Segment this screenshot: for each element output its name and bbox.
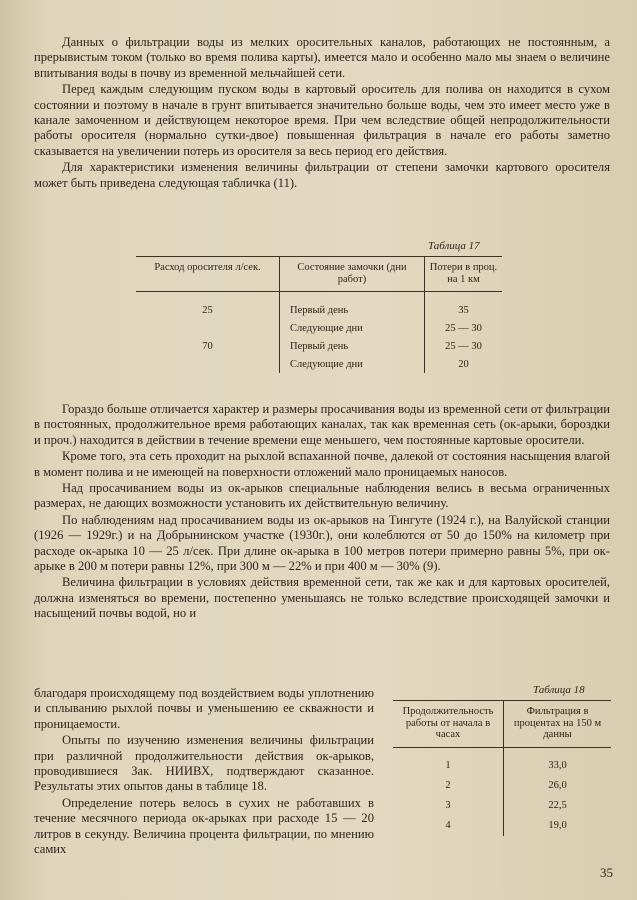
paragraph: Для характеристики изменения величины фильтрации от степени замочки картового оросителя может быть приведена следующая табличка (11).: [34, 160, 610, 190]
table-17-caption: Таблица 17: [428, 240, 480, 252]
table-cell: 26,0: [548, 780, 567, 791]
paragraph: Кроме того, эта сеть проходит на рыхлой вспаханной почве, далекой от состояния насыщения влагой в момент полива и не имеющей на поверхности отложений мало проницаемых наносов.: [34, 449, 610, 479]
paragraph: Над просачиванием воды из ок-арыков специальные наблюдения велись в весьма ограниченных размерах, не дающих возможности установить их действительную величину.: [34, 481, 610, 511]
table-header-cell: Потери в проц. на 1 км: [425, 257, 503, 292]
table-cell: 25 — 30: [445, 340, 482, 352]
table-17: [136, 256, 502, 373]
table-cell: 25: [202, 304, 213, 316]
table-row: [136, 292, 502, 320]
table-cell: 70: [202, 340, 213, 352]
text-block-middle: [34, 402, 610, 623]
paragraph: Гораздо больше отличается характер и размеры просачивания воды из временной сети от фильтрации в постоянных, продолжительное время работающих каналах, так как временная сеть (ок-арыки, бороздки и проч.) находится в действии в течение времени еще меньшего, чем постоянные картовые оросители.: [34, 402, 610, 447]
table-header-row: [136, 257, 502, 292]
table-header-cell: Продолжительность работы от начала в часах: [393, 701, 504, 748]
paragraph: Опыты по изучению изменения величины фильтрации при различной продолжительности действия ок-арыков, проводившиеся Зак. НИИВХ, подтверждают сказанное. Результаты этих опытов даны в таблице 18.: [34, 733, 374, 794]
table-row: [393, 816, 611, 836]
table-header-cell: Фильтрация в процентах на 150 м данны: [504, 701, 612, 748]
table-cell: 25 — 30: [445, 322, 482, 334]
table-cell: Первый день: [280, 337, 425, 355]
table-cell: 4: [393, 816, 504, 836]
table-header-cell: Расход оросителя л/сек.: [136, 257, 280, 292]
table-row: [136, 319, 502, 337]
table-cell: 20: [458, 358, 469, 370]
table-18-caption: Таблица 18: [533, 684, 585, 696]
table-cell: [136, 355, 280, 373]
paragraph: По наблюдениям над просачиванием воды из ок-арыков на Тингуте (1924 г.), на Валуйской станции (1926 — 1929г.) и на Добрынинском участке (1930г.), они колеблются от 50 до 150% на километр при расходе ок-арыка 10 — 25 л/сек. При длине ок-арыка в 100 метров потери примерно равны 5%, при ок-арыке в 200 м потери равны 12%, при 300 м — 22% и при 400 м — 30% (9).: [34, 512, 610, 574]
table-header-row: [393, 701, 611, 748]
paragraph: благодаря происходящему под воздействием воды уплотнению и сплыванию рыхлой почвы и уменьшению ее скважности и проницаемости.: [34, 686, 374, 731]
table-cell: Первый день: [280, 292, 425, 320]
table-cell: 19,0: [548, 820, 567, 831]
table-18: [393, 700, 611, 836]
table-cell: 2: [393, 776, 504, 796]
table-cell: 22,5: [548, 800, 567, 811]
table-row: [136, 355, 502, 373]
table-row: [136, 337, 502, 355]
table-cell: [136, 319, 280, 337]
table-header-cell: Состояние замочки (дни работ): [280, 257, 425, 292]
paragraph: Данных о фильтрации воды из мелких оросительных каналов, работающих не постоянным, а прерывистым током (только во время полива карты), имеется мало и особенно мало мы знаем о величине впитывания воды в почву из временной мельчайшей сети.: [34, 35, 610, 80]
table-cell: 1: [393, 747, 504, 776]
paragraph: Величина фильтрации в условиях действия временной сети, так же как и для картовых оросителей, должна изменяться во времени, постепенно уменьшаясь не только вследствие происходящей замочки и насыщений почвы водой, но и: [34, 575, 610, 621]
table-cell: Следующие дни: [280, 319, 425, 337]
table-cell: 3: [393, 796, 504, 816]
page-number: 35: [600, 865, 613, 880]
table-row: [393, 747, 611, 776]
text-block-top: [34, 35, 610, 192]
table-cell: 35: [458, 304, 469, 316]
text-block-left-column: [34, 686, 374, 858]
table-row: [393, 796, 611, 816]
table-cell: 33,0: [548, 760, 567, 771]
table-row: [393, 776, 611, 796]
paragraph: Перед каждым следующим пуском воды в картовый ороситель для полива он находится в сухом состоянии и поэтому в начале в грунт впитывается значительно больше воды, чем это имеет место уже в канале замоченном и действующем некоторое время. При чем вследствие общей непродолжительности работы оросителя (нормально сутки-двое) повышенная фильтрация в начале его работы заметно сказывается на увеличении потерь из оросителя за весь период его действия.: [34, 82, 610, 158]
table-cell: Следующие дни: [280, 355, 425, 373]
paragraph: Определение потерь велось в сухих не работавших в течение месячного периода ок-арыках при расходе 15 — 20 литров в секунду. Величина процента фильтрации, по мнению самих: [34, 795, 374, 857]
